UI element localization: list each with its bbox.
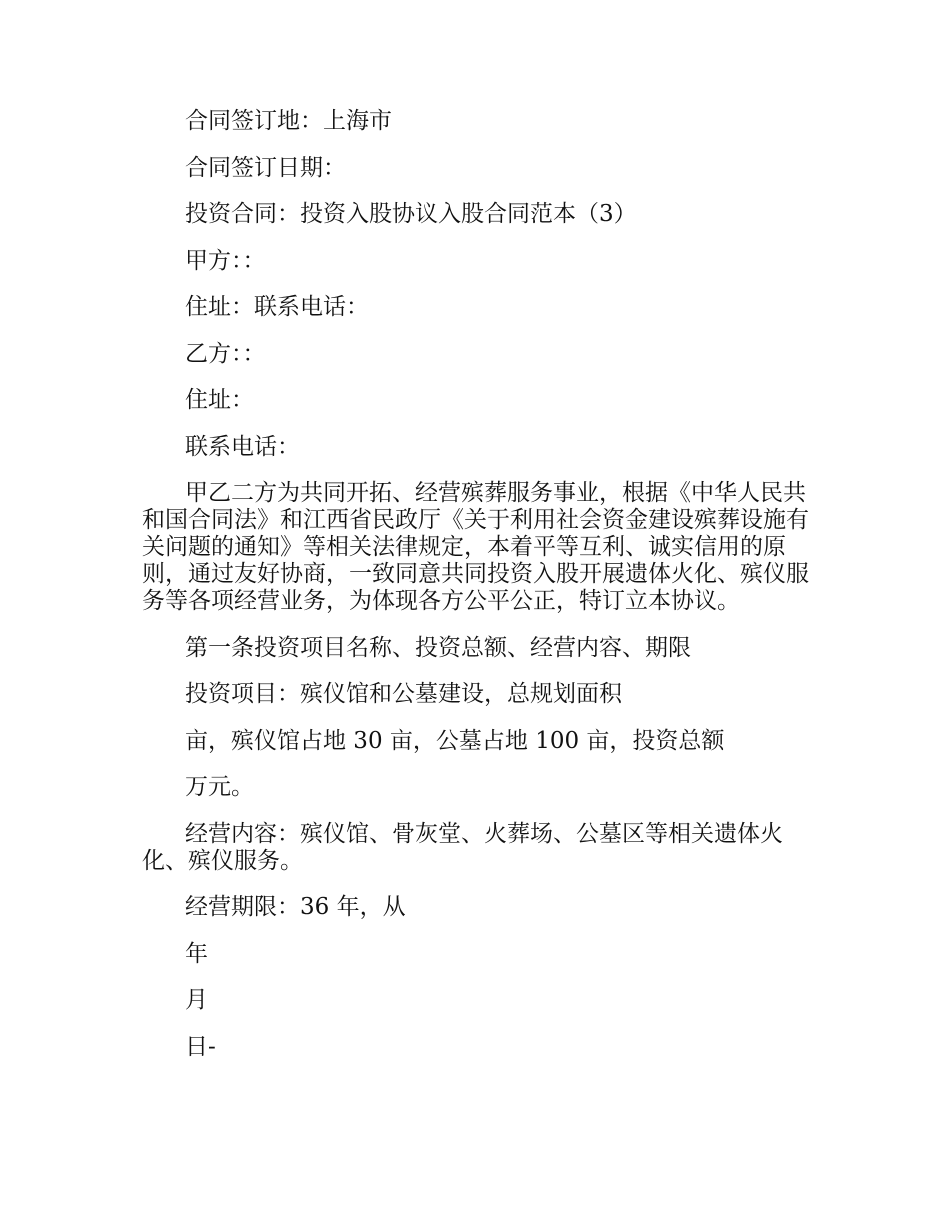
contract-title: 投资合同：投资入股协议入股合同范本（3） — [185, 201, 637, 227]
signing-date: 合同签订日期： — [185, 154, 346, 181]
business-scope: 经营内容：殡仪馆、骨灰堂、火葬场、公墓区等相关遗体火化、殡仪服务。 — [142, 820, 783, 874]
investment-project: 投资项目：殡仪馆和公墓建设，总规划面积 — [185, 681, 622, 707]
term-month: 月 — [185, 987, 208, 1013]
preamble-paragraph: 甲乙二方为共同开拓、经营殡葬服务事业，根据《中华人民共和国合同法》和江西省民政厅《关于利用社会资金建设殡葬设施有关问题的通知》等相关法律规定，本着平等互利、诚实信用的原则，通过友好协商，一致同意共同投资入股开展遗体火化、殡仪服务等各项经营业务，为体现各方公平公正，特订立本协议。 — [142, 480, 809, 614]
land-area-line: 亩，殡仪馆占地 30 亩，公墓占地 100 亩，投资总额 — [185, 727, 725, 754]
party-a: 甲方：： — [185, 247, 266, 274]
party-b-phone: 联系电话： — [185, 433, 300, 460]
business-term: 经营期限：36 年，从 — [185, 894, 406, 920]
signing-place: 合同签订地：上海市 — [185, 108, 392, 134]
term-day: 日- — [185, 1033, 216, 1060]
party-b-address: 住址： — [185, 387, 254, 413]
party-a-address-phone: 住址：联系电话： — [185, 294, 369, 320]
term-year: 年 — [185, 940, 208, 967]
document-body — [142, 108, 814, 1080]
investment-amount-unit: 万元。 — [185, 774, 254, 800]
article-one-heading: 第一条投资项目名称、投资总额、经营内容、期限 — [185, 634, 691, 661]
party-b: 乙方：： — [185, 340, 266, 367]
